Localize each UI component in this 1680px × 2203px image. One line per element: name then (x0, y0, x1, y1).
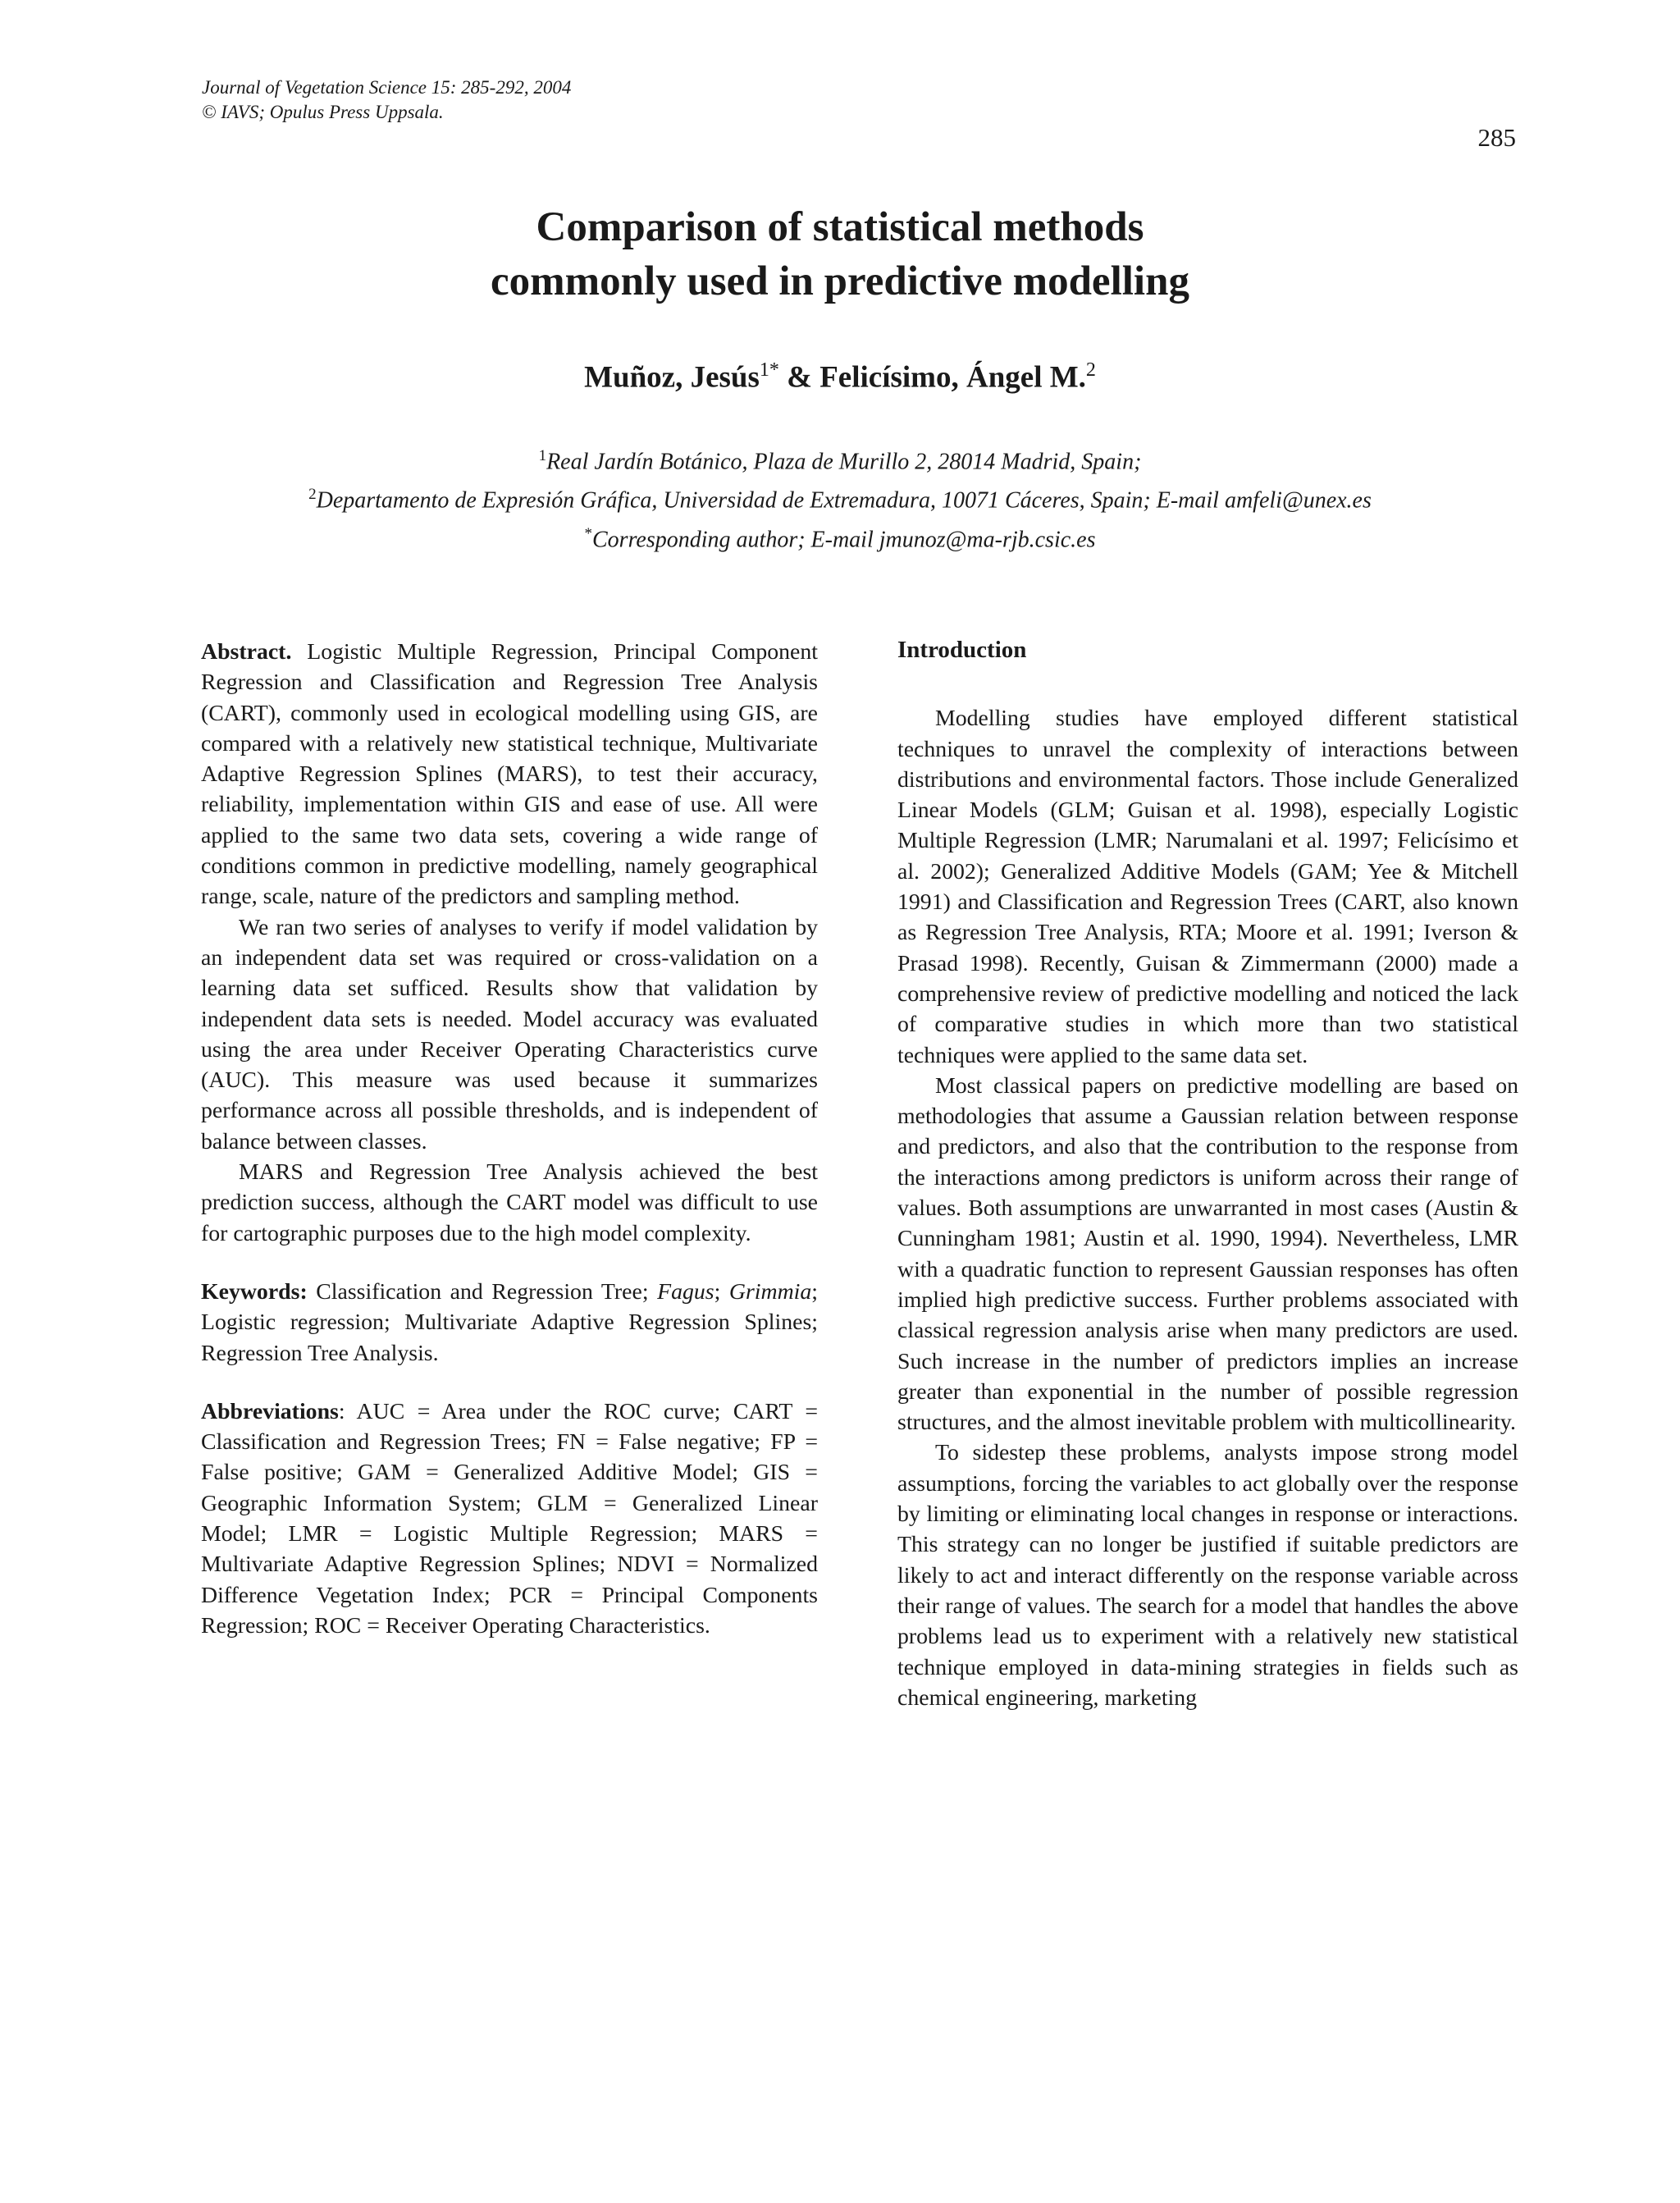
abbreviations-text: : AUC = Area under the ROC curve; CART = Classification and Regression Trees; FN = False negative; FP = False positive; GAM = Generalized Additive Model; GIS = Geographic Information System; GLM = Generalized Linear Model; LMR = Logistic Multiple Regression; MARS = Multivariate Adaptive Regression Splines; NDVI = Normalized Difference Vegetation Index; PCR = Principal Components Regression; ROC = Receiver Operating Characteristics. (201, 1398, 818, 1639)
abbreviations (201, 1396, 818, 1641)
keywords-label: Keywords: (201, 1278, 308, 1305)
introduction-paragraph-1: Modelling studies have employed different statistical techniques to unravel the complexity of interactions between distributions and environmental factors. Those include Generalized Linear Models (GLM; Guisan et al. 1998), especially Logistic Multiple Regression (LMR; Narumalani et al. 1997; Felicísimo et al. 2002); Generalized Additive Models (GAM; Yee & Mitchell 1991) and Classification and Regression Trees (CART, also known as Regression Tree Analysis, RTA; Moore et al. 1991; Iverson & Prasad 1998). Recently, Guisan & Zimmermann (2000) made a comprehensive review of predictive modelling and noticed the lack of comparative studies in which more than two statistical techniques were applied to the same data set. (897, 706, 1518, 1068)
abstract-paragraph-2: We ran two series of analyses to verify if model validation by an independent data set was required or cross-validation on a learning data set sufficed. Results show that validation by independent data sets is needed. Model accuracy was evaluated using the area under Receiver Operating Characteristics curve (AUC). This measure was used because it summarizes performance across all possible thresholds, and is independent of balance between classes. (201, 914, 818, 1154)
introduction-heading: Introduction (897, 637, 1027, 663)
corresponding-mark: * (584, 524, 592, 542)
paper-title (0, 200, 1680, 309)
abstract-label: Abstract. (201, 639, 292, 665)
page-number: 285 (1477, 123, 1516, 152)
introduction-paragraph-3: To sidestep these problems, analysts impose strong model assumptions, forcing the variables to act globally over the response by limiting or eliminating local changes in response or interactions. This strategy can no longer be justified if suitable predictors are likely to act and interact differently on the response variable across their range of values. The search for a model that handles the above problems lead us to experiment with a relatively new statistical technique employed in data-mining strategies in fields such as chemical engineering, marketing (897, 1440, 1518, 1711)
author-list (0, 359, 1680, 395)
abstract-paragraph-3: MARS and Regression Tree Analysis achieved the best prediction success, although the CART model was difficult to use for cartographic purposes due to the high model complexity. (201, 1159, 818, 1246)
keywords-text-3: ; Logistic regression; Multivariate Adaptive Regression Splines; Regression Tree Analysis. (201, 1278, 818, 1366)
journal-header (202, 75, 571, 125)
author-2: Felicísimo, Ángel M. (819, 360, 1086, 395)
keyword-fagus: Fagus (657, 1278, 714, 1305)
affiliation-2-text: Departamento de Expresión Gráfica, Universidad de Extremadura, 10071 Cáceres, Spain; E-mail amfeli@unex.es (316, 487, 1372, 514)
title-line-2: commonly used in predictive modelling (491, 258, 1189, 304)
affiliation-1-text: Real Jardín Botánico, Plaza de Murillo 2, 28014 Madrid, Spain; (546, 449, 1142, 475)
affiliations (0, 440, 1680, 556)
affiliation-2 (0, 478, 1680, 517)
abstract-paragraph-1 (201, 637, 818, 912)
author-1-affiliation-mark: 1* (759, 359, 779, 381)
right-column (897, 635, 1518, 1713)
introduction-paragraph-2: Most classical papers on predictive modelling are based on methodologies that assume a Gaussian relation between response and predictors, and also that the contribution to the response from the interactions among predictors is uniform across their range of values. Both assumptions are unwarranted in most cases (Austin & Cunningham 1981; Austin et al. 1990, 1994). Nevertheless, LMR with a quadratic function to represent Gaussian responses has often implied high predictive success. Further problems associated with classical regression analysis arise when many predictors are used. Such increase in the number of predictors implies an increase greater than exponential in the number of possible regression structures, and the almost inevitable problem with multicollinearity. (897, 1072, 1518, 1436)
journal-citation: Journal of Vegetation Science 15: 285-292, 2004 (202, 77, 572, 98)
abstract-p1-text: Logistic Multiple Regression, Principal Component Regression and Classification and Regression Tree Analysis (CART), commonly used in ecological modelling using GIS, are compared with a relatively new statistical technique, Multivariate Adaptive Regression Splines (MARS), to test their accuracy, reliability, implementation within GIS and ease of use. All were applied to the same two data sets, covering a wide range of conditions common in predictive modelling, namely geographical range, scale, nature of the predictors and sampling method. (201, 639, 818, 910)
affiliation-1 (0, 440, 1680, 478)
left-column (201, 637, 818, 1641)
abbreviations-label: Abbreviations (201, 1398, 339, 1424)
title-line-1: Comparison of statistical methods (536, 204, 1144, 250)
keywords-text-2: ; (714, 1278, 729, 1305)
keywords-text-1: Classification and Regression Tree; (307, 1278, 658, 1305)
publisher-line: © IAVS; Opulus Press Uppsala. (202, 102, 444, 122)
author-1: Muñoz, Jesús (584, 360, 760, 395)
affiliation-1-mark: 1 (538, 447, 547, 464)
affiliation-2-mark: 2 (308, 486, 317, 504)
author-2-affiliation-mark: 2 (1085, 359, 1096, 381)
keyword-grimmia: Grimmia (728, 1278, 812, 1305)
corresponding-author-text: Corresponding author; E-mail jmunoz@ma-rjb.csic.es (592, 526, 1096, 552)
keywords (201, 1277, 818, 1369)
corresponding-author (0, 518, 1680, 556)
author-separator: & (778, 360, 820, 395)
